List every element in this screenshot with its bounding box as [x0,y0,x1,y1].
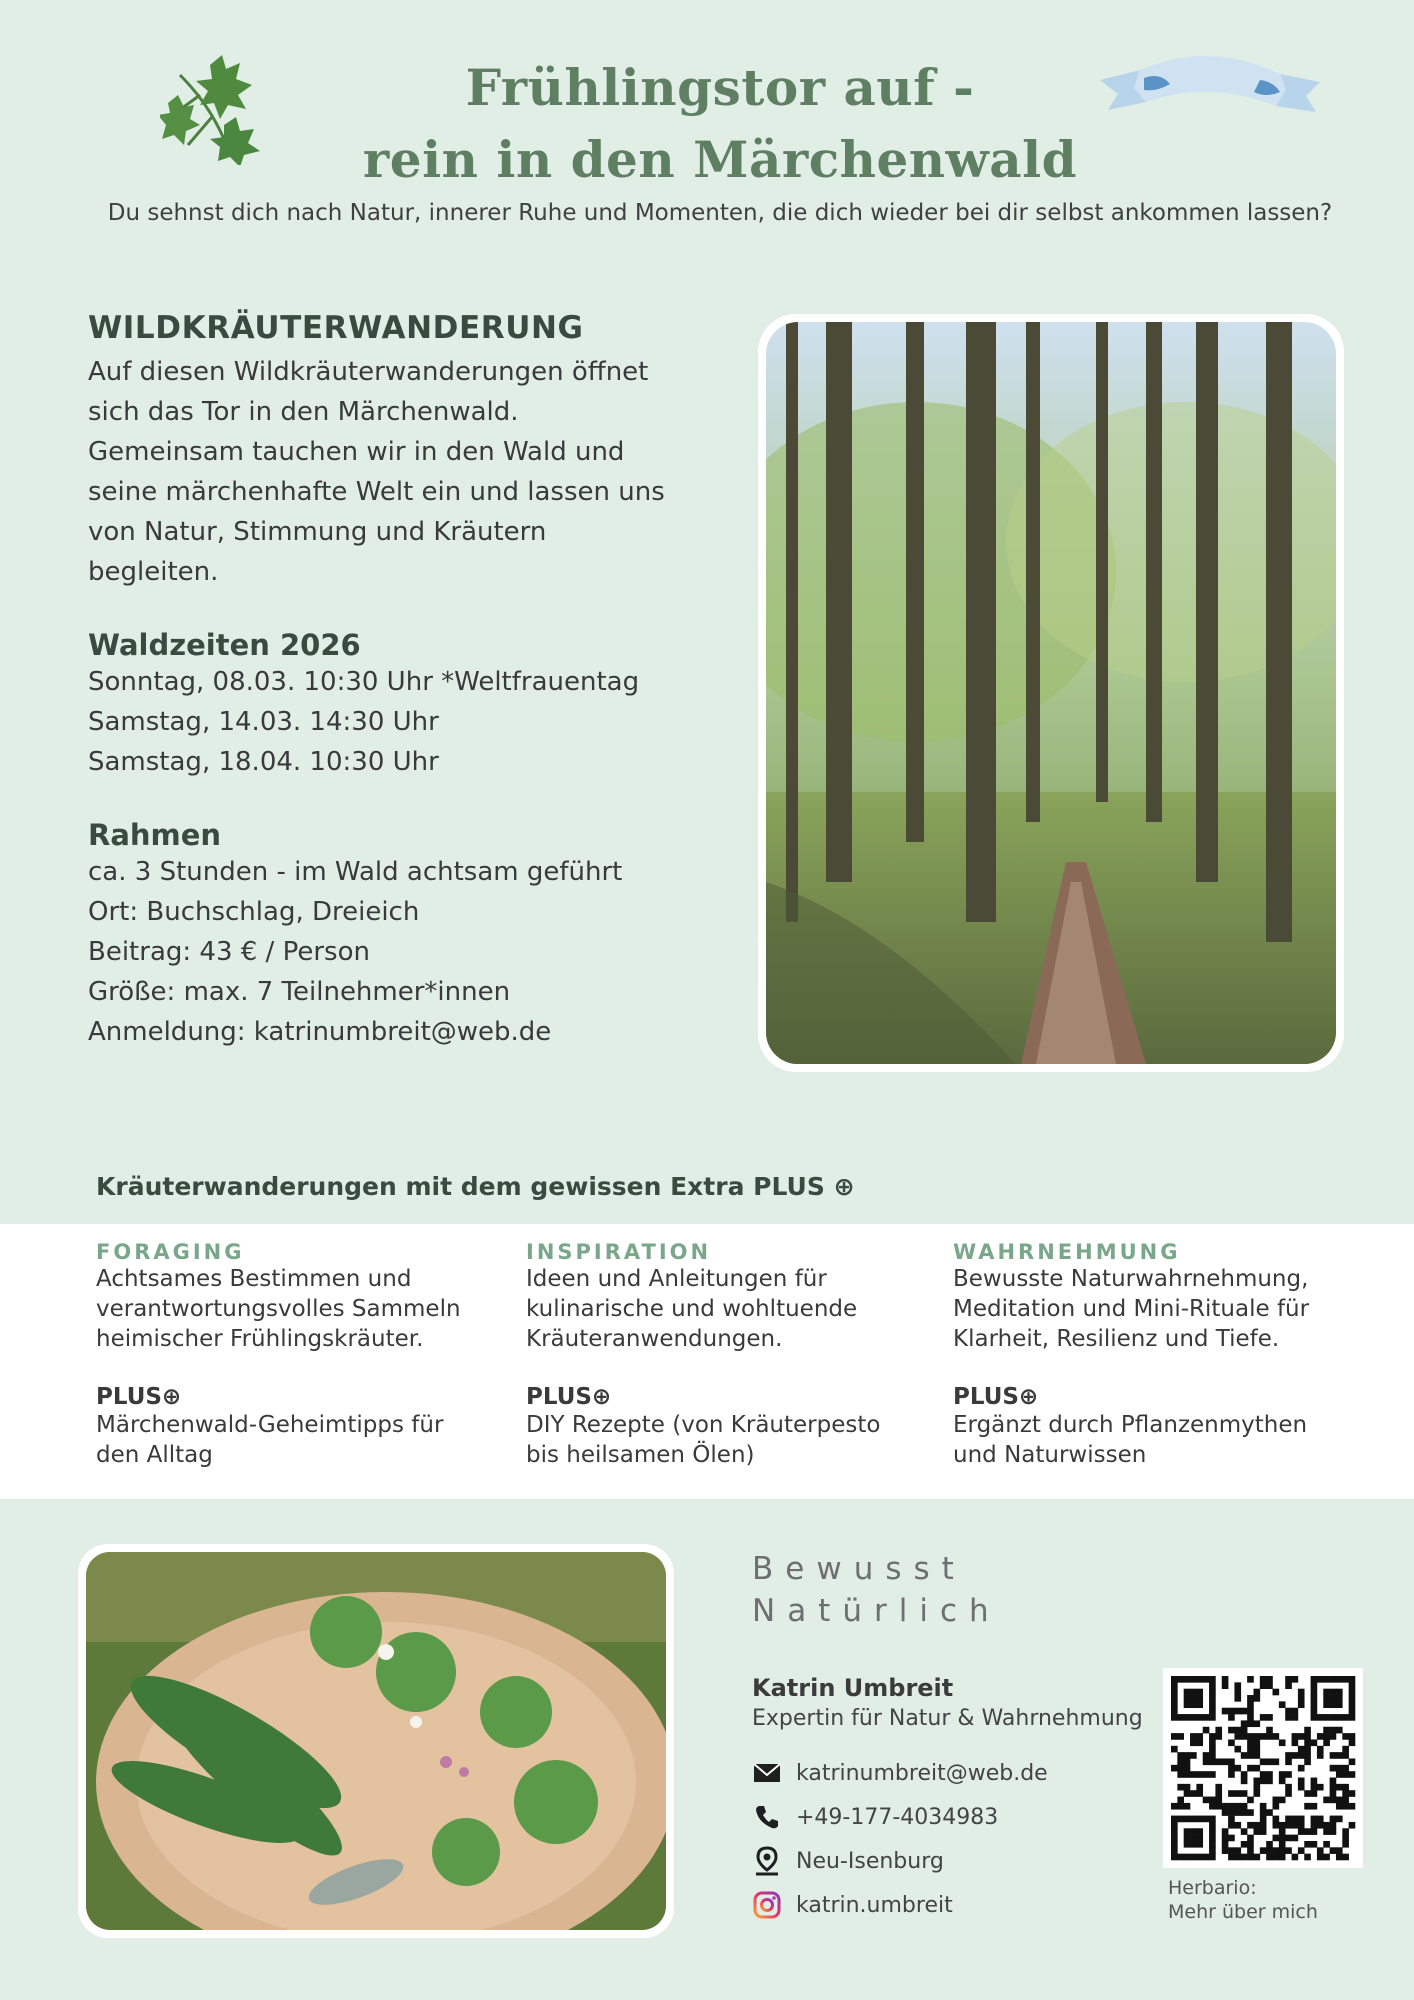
intro-line: sich das Tor in den Märchenwald. [88,397,519,427]
qr-caption [1168,1876,1318,1924]
feature-line: Achtsames Bestimmen und [96,1266,412,1292]
feature-plus-line: den Alltag [96,1442,213,1468]
feature-title: INSPIRATION [526,1240,712,1264]
date-item: Samstag, 14.03. 14:30 Uhr [88,707,439,737]
frame-item: Anmeldung: katrinumbreit@web.de [88,1017,552,1047]
contact-phone[interactable] [752,1802,1132,1832]
feature-plus-line: Märchenwald-Geheimtipps für [96,1412,444,1438]
map-pin-icon [752,1846,782,1876]
phone-text[interactable]: +49-177-4034983 [796,1804,999,1830]
feature-line: Bewusste Naturwahrnehmung, [953,1266,1309,1292]
intro-line: seine märchenhafte Welt ein und lassen uns [88,477,665,507]
feature-plus-text [96,1410,496,1470]
extra-heading: Kräuterwanderungen mit dem gewissen Extra PLUS ⊕ [96,1172,855,1201]
contact-location [752,1846,1132,1876]
location-text: Neu-Isenburg [796,1848,944,1874]
feature-title: WAHRNEHMUNG [953,1240,1181,1264]
brand-line-1: Bewusst [752,1551,966,1587]
frame-heading: Rahmen [88,818,222,852]
forest-photo-illustration [766,322,1336,1064]
frame-item: Beitrag: 43 € / Person [88,937,370,967]
date-item: Samstag, 18.04. 10:30 Uhr [88,747,439,777]
intro-text [88,352,688,592]
brand-logo [752,1548,1001,1632]
herbs-photo-illustration [86,1552,666,1930]
feature-wahrnehmung [953,1240,1353,1470]
feature-foraging [96,1240,496,1470]
feature-text [953,1264,1353,1354]
feature-plus-text [526,1410,926,1470]
dates-list [88,662,688,782]
frame-list [88,852,688,1052]
envelope-icon [752,1758,782,1788]
title-line-1: Frühlingstor auf - [465,58,975,117]
subtitle: Du sehnst dich nach Natur, innerer Ruhe und Momenten, die dich wieder bei dir selbst ankommen lassen? [107,200,1333,226]
intro-line: Gemeinsam tauchen wir in den Wald und [88,437,625,467]
contact-instagram[interactable] [752,1890,1132,1920]
qr-code-graphic [1163,1668,1363,1868]
feature-line: Ideen und Anleitungen für [526,1266,827,1292]
feature-line: verantwortungsvolles Sammeln [96,1296,461,1322]
feature-inspiration [526,1240,926,1470]
intro-line: Auf diesen Wildkräuterwanderungen öffnet [88,357,649,387]
intro-line: begleiten. [88,557,219,587]
frame-item: Größe: max. 7 Teilnehmer*innen [88,977,511,1007]
forest-photo [758,314,1344,1072]
feature-line: Kräuteranwendungen. [526,1326,783,1352]
intro-line: von Natur, Stimmung und Kräutern [88,517,547,547]
feature-plus: PLUS⊕ [953,1384,1039,1410]
contact-email[interactable] [752,1758,1132,1788]
feature-plus-line: Ergänzt durch Pflanzenmythen [953,1412,1308,1438]
instagram-icon [752,1890,782,1920]
date-item: Sonntag, 08.03. 10:30 Uhr *Weltfrauentag [88,667,640,697]
frame-item: ca. 3 Stunden - im Wald achtsam geführt [88,857,623,887]
feature-line: Klarheit, Resilienz und Tiefe. [953,1326,1280,1352]
contact-role: Expertin für Natur & Wahrnehmung [752,1706,1143,1731]
feature-line: Meditation und Mini-Rituale für [953,1296,1310,1322]
brand-line-2: Natürlich [752,1593,1001,1629]
feature-text [526,1264,926,1354]
intro-heading: WILDKRÄUTERWANDERUNG [88,310,584,346]
qr-caption-line-2: Mehr über mich [1168,1901,1318,1923]
feature-plus-text [953,1410,1353,1470]
feature-title: FORAGING [96,1240,245,1264]
feature-plus: PLUS⊕ [96,1384,182,1410]
herbs-photo [78,1544,674,1938]
page-title [0,52,1414,196]
title-line-2: rein in den Märchenwald [362,130,1078,189]
feature-plus-line: und Naturwissen [953,1442,1147,1468]
contact-name: Katrin Umbreit [752,1674,954,1702]
feature-text [96,1264,496,1354]
phone-icon [752,1802,782,1832]
qr-code[interactable] [1163,1668,1363,1868]
qr-caption-line-1: Herbario: [1168,1877,1257,1899]
feature-plus-line: DIY Rezepte (von Kräuterpesto [526,1412,881,1438]
feature-plus: PLUS⊕ [526,1384,612,1410]
frame-item: Ort: Buchschlag, Dreieich [88,897,420,927]
feature-line: kulinarische und wohltuende [526,1296,858,1322]
email-text[interactable]: katrinumbreit@web.de [796,1760,1048,1786]
instagram-text[interactable]: katrin.umbreit [796,1892,953,1918]
feature-plus-line: bis heilsamen Ölen) [526,1442,755,1468]
feature-line: heimischer Frühlingskräuter. [96,1326,424,1352]
event-info [88,310,688,1052]
dates-heading: Waldzeiten 2026 [88,628,361,662]
